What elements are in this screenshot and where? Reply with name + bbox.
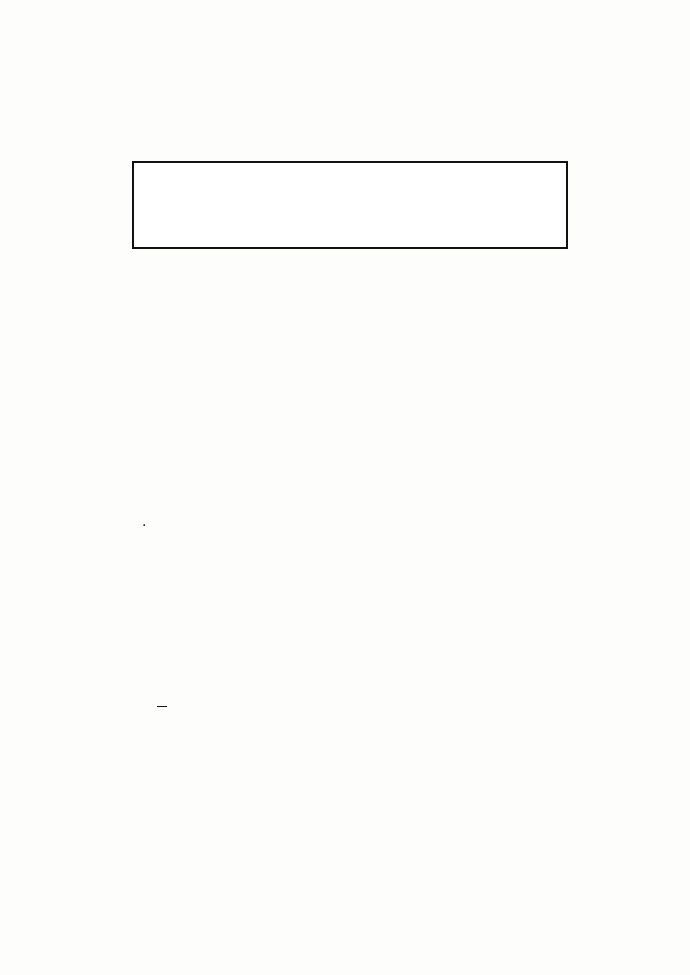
time-signature — [157, 706, 167, 707]
piano-keyboard-diagram — [0, 0, 690, 390]
keyboard-outline — [133, 162, 567, 248]
paragraph-training — [105, 482, 653, 523]
